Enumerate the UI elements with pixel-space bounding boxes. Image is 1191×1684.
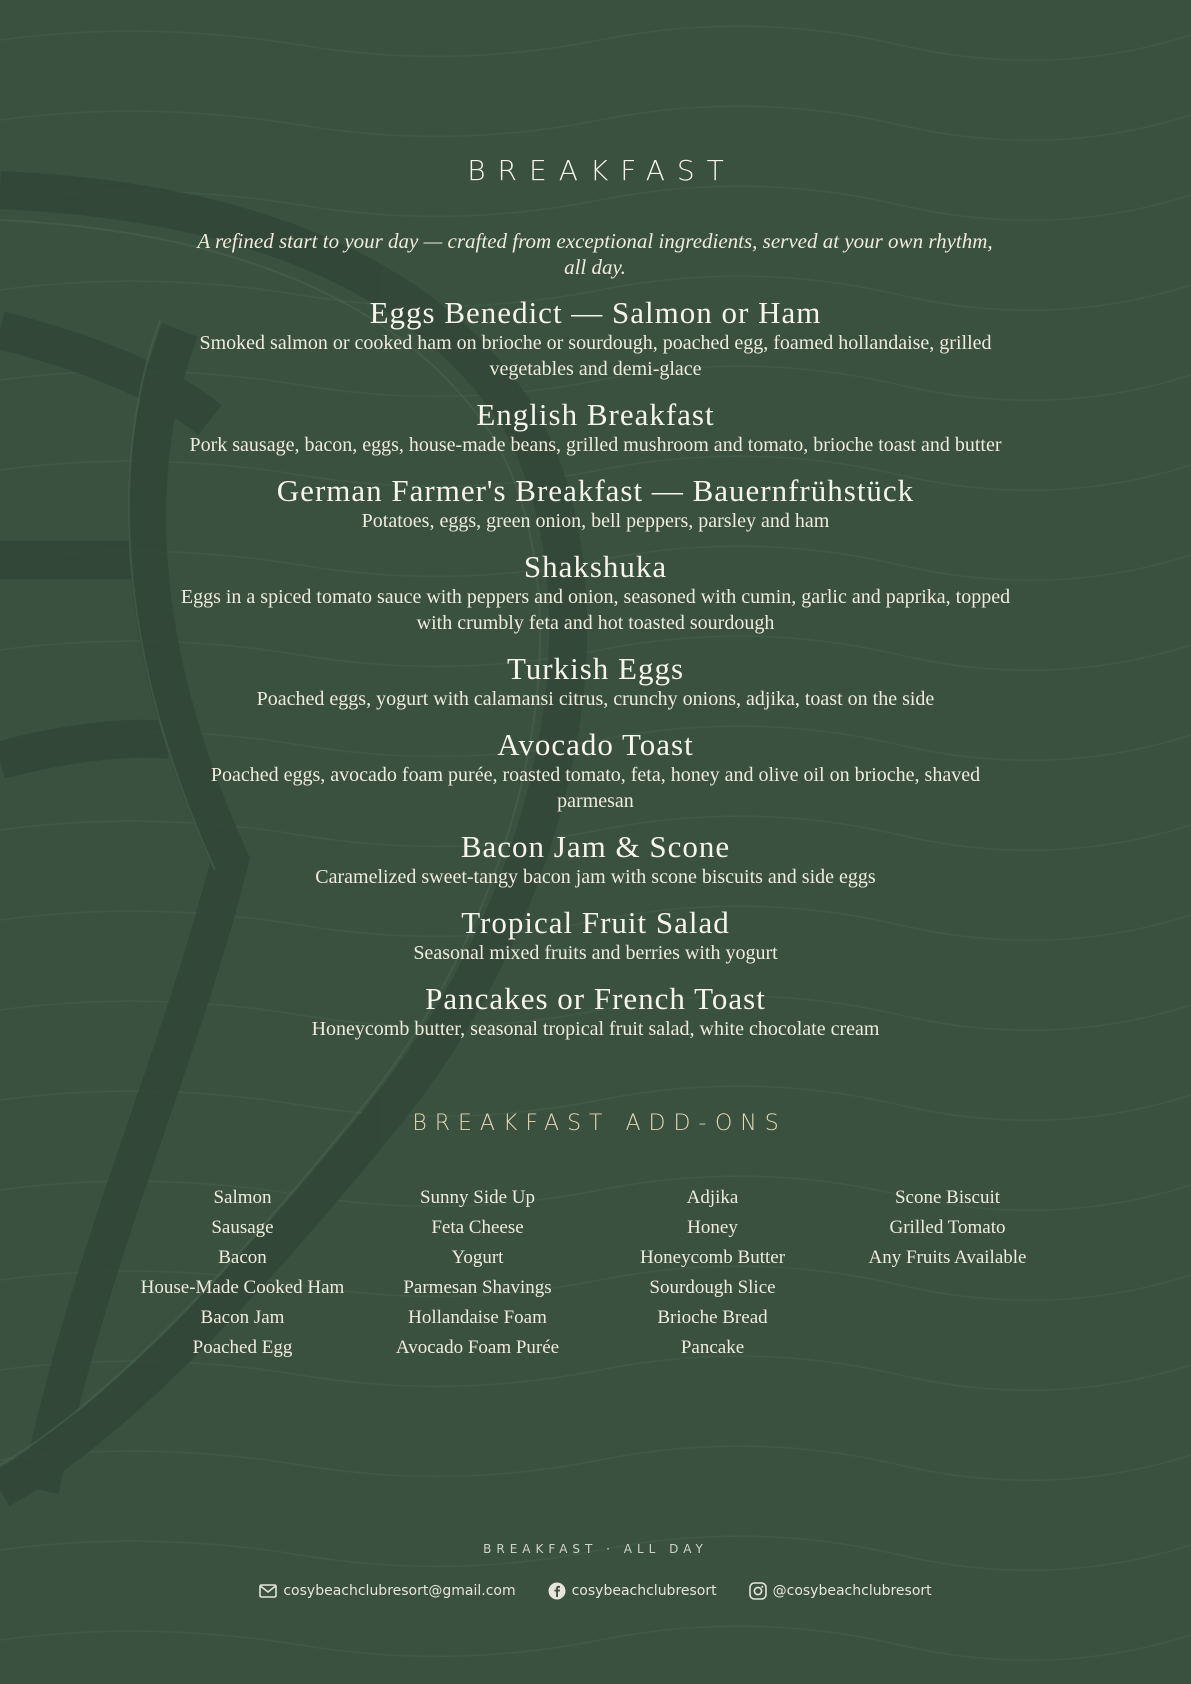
addon-item: House-Made Cooked Ham (140, 1277, 345, 1298)
addons-column (360, 1183, 595, 1363)
menu-item-description: Potatoes, eggs, green onion, bell peppers, parsley and ham (361, 510, 830, 532)
menu-item (180, 398, 1011, 458)
menu-item-name: Tropical Fruit Salad (461, 905, 730, 940)
addon-item: Feta Cheese (431, 1217, 524, 1238)
menu-item-description: Pork sausage, bacon, eggs, house-made beans, grilled mushroom and tomato, brioche toast and butter (189, 434, 1002, 456)
contact-facebook[interactable] (548, 1582, 717, 1600)
menu-item-name: English Breakfast (476, 397, 715, 432)
menu-item-name: Pancakes or French Toast (425, 981, 766, 1016)
menu-item (180, 830, 1011, 890)
addon-item: Adjika (686, 1187, 739, 1208)
addon-item: Hollandaise Foam (408, 1307, 547, 1328)
addons-column (595, 1183, 830, 1363)
menu-item (180, 550, 1011, 636)
addons-column (125, 1183, 360, 1363)
mail-icon (259, 1584, 277, 1598)
addon-item: Brioche Bread (657, 1307, 768, 1328)
addon-item: Honeycomb Butter (639, 1247, 786, 1268)
menu-item-name: Bacon Jam & Scone (460, 829, 731, 864)
addon-item: Grilled Tomato (889, 1217, 1006, 1238)
contact-instagram[interactable] (749, 1582, 932, 1600)
contact-email[interactable] (259, 1582, 515, 1600)
addons-column (830, 1183, 1065, 1363)
menu-item-description: Poached eggs, yogurt with calamansi citrus, crunchy onions, adjika, toast on the side (256, 688, 935, 710)
facebook-icon (548, 1582, 566, 1600)
menu-item-description: Eggs in a spiced tomato sauce with peppers and onion, seasoned with cumin, garlic and paprika, topped with crumbly feta and hot toasted sourdough (180, 586, 1011, 634)
addon-item: Salmon (213, 1187, 272, 1208)
addon-item: Yogurt (451, 1247, 504, 1268)
menu-item (180, 474, 1011, 534)
menu-item (180, 728, 1011, 814)
menu-item (180, 982, 1011, 1042)
addons-grid (125, 1183, 1065, 1363)
menu-item (180, 906, 1011, 966)
menu-item (180, 296, 1011, 382)
menu-subtitle: A refined start to your day — crafted from exceptional ingredients, served at your own rhythm, all day. (197, 229, 993, 279)
addon-item: Pancake (680, 1337, 745, 1358)
instagram-icon (749, 1582, 767, 1600)
addon-item: Sourdough Slice (649, 1277, 776, 1298)
menu-item-description: Smoked salmon or cooked ham on brioche or sourdough, poached egg, foamed hollandaise, grilled vegetables and demi-glace (199, 332, 992, 380)
addon-item: Bacon (218, 1247, 267, 1268)
menu-item-description: Seasonal mixed fruits and berries with yogurt (413, 942, 778, 964)
addon-item: Scone Biscuit (894, 1187, 1001, 1208)
menu-items (180, 296, 1011, 1058)
addon-item: Bacon Jam (200, 1307, 285, 1328)
contact-bar (0, 1582, 1191, 1600)
contact-instagram-text: @cosybeachclubresort (772, 1583, 932, 1599)
menu-item (180, 652, 1011, 712)
contact-facebook-text: cosybeachclubresort (571, 1583, 717, 1599)
addon-item: Any Fruits Available (868, 1247, 1027, 1268)
menu-title: BREAKFAST (467, 154, 736, 187)
menu-item-name: Eggs Benedict — Salmon or Ham (369, 295, 822, 330)
menu-item-description: Honeycomb butter, seasonal tropical fruit salad, white chocolate cream (311, 1018, 880, 1040)
addon-item: Honey (687, 1217, 738, 1238)
menu-item-description: Poached eggs, avocado foam purée, roasted tomato, feta, honey and olive oil on brioche, shaved parmesan (210, 764, 981, 812)
addons-title: BREAKFAST ADD-ONS (412, 1111, 787, 1136)
addon-item: Avocado Foam Purée (395, 1337, 560, 1358)
menu-item-name: Shakshuka (523, 549, 668, 584)
addon-item: Poached Egg (192, 1337, 293, 1358)
menu-item-name: Turkish Eggs (506, 651, 685, 686)
addon-item: Parmesan Shavings (403, 1277, 552, 1298)
contact-email-text: cosybeachclubresort@gmail.com (283, 1583, 516, 1599)
addon-item: Sunny Side Up (419, 1187, 536, 1208)
addon-item: Sausage (211, 1217, 274, 1238)
menu-item-name: Avocado Toast (497, 727, 694, 762)
menu-item-description: Caramelized sweet-tangy bacon jam with scone biscuits and side eggs (315, 866, 876, 888)
menu-item-name: German Farmer's Breakfast — Bauernfrühstück (276, 473, 915, 508)
footer-label: BREAKFAST · ALL DAY (483, 1542, 708, 1556)
